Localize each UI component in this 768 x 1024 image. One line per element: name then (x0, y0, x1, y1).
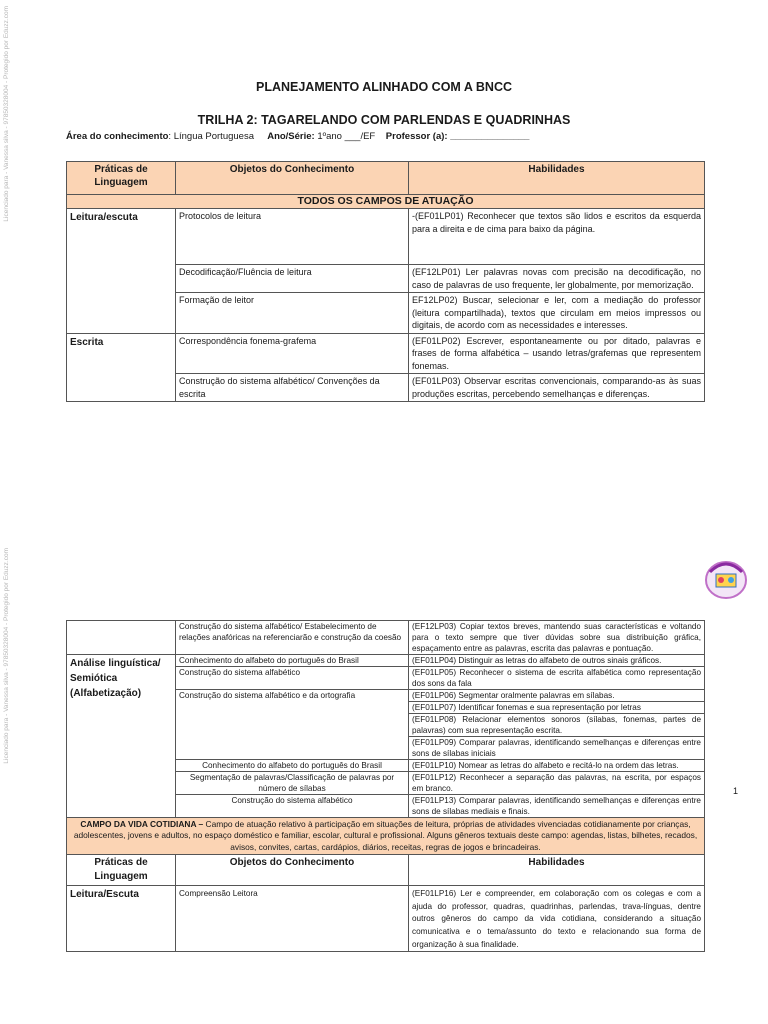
objeto-cell: Construção do sistema alfabético (176, 667, 409, 690)
habilidade-cell: (EF01LP04) Distinguir as letras do alfabeto de outros sinais gráficos. (409, 655, 705, 667)
habilidade-cell: (EF01LP05) Reconhecer o sistema de escrita alfabética como representação dos sons da fala (409, 667, 705, 690)
bncc-table-page2 (66, 620, 705, 952)
pratica-analise-cell: Análise linguística/ Semiótica (Alfabetização) (67, 655, 176, 818)
table-row (67, 655, 705, 667)
objeto-cell: Construção do sistema alfabético/ Estabelecimento de relações anafóricas na referenciarão e construção da coesão (176, 621, 409, 655)
header-objetos: Objetos do Conhecimento (176, 162, 409, 195)
watermark-page1: Licenciado para - Vanessa silva - 97850328004 - Protegido por Eduzz.com (3, 6, 10, 222)
band-todos-campos: TODOS OS CAMPOS DE ATUAÇÃO (67, 195, 705, 209)
table-row (67, 333, 705, 374)
pratica-cell: Leitura/escuta (67, 209, 176, 334)
meta-line (66, 131, 529, 142)
objeto-cell: Construção do sistema alfabético/ Convenções da escrita (176, 374, 409, 402)
document-title: PLANEJAMENTO ALINHADO COM A BNCC (255, 80, 513, 94)
objeto-cell: Compreensão Leitora (176, 886, 409, 952)
objeto-cell: Construção do sistema alfabético (176, 795, 409, 818)
habilidade-cell: (EF01LP13) Comparar palavras, identificando semelhanças e diferenças entre sons de sílabas mediais e finais. (409, 795, 705, 818)
table-header (67, 855, 705, 886)
table-row (67, 886, 705, 952)
habilidade-cell: (EF01LP16) Ler e compreender, em colaboração com os colegas e com a ajuda do professor, quadras, quadrinhas, parlendas, trava-línguas, dentre outros gêneros do campo da vida cotidiana, considerando a situação comunicativa e o tema/assunto do texto e relacionando sua forma de organização à sua finalidade. (409, 886, 705, 952)
habilidade-cell: (EF01LP08) Relacionar elementos sonoros (sílabas, fonemas, partes de palavras) com sua representação escrita. (409, 714, 705, 737)
habilidade-cell: (EF12LP01) Ler palavras novas com precisão na decodificação, no caso de palavras de uso frequente, ler globalmente, por memorização. (409, 265, 705, 293)
header-praticas: Práticas de Linguagem (67, 855, 176, 886)
pratica-cell: Escrita (67, 333, 176, 402)
objeto-cell: Formação de leitor (176, 293, 409, 334)
objeto-cell: Correspondência fonema-grafema (176, 333, 409, 374)
habilidade-cell: (EF01LP07) Identificar fonemas e sua representação por letras (409, 702, 705, 714)
habilidade-cell: EF12LP02) Buscar, selecionar e ler, com a mediação do professor (leitura compartilhada), textos que circulam em meios impressos ou digitais, de acordo com as necessidades e interesses. (409, 293, 705, 334)
table-row (67, 209, 705, 265)
header-habilidades: Habilidades (409, 162, 705, 195)
band-row (67, 195, 705, 209)
ano-value: 1ºano ___/EF (314, 131, 376, 142)
school-logo-icon (704, 558, 748, 600)
header-habilidades: Habilidades (409, 855, 705, 886)
watermark-page2: Licenciado para - Vanessa silva - 97850328004 - Protegido por Eduzz.com (3, 548, 10, 764)
area-label: Área do conhecimento (66, 131, 169, 142)
page-number: 1 (733, 786, 739, 796)
campo-vida-cotidiana (67, 818, 705, 855)
table-row (67, 621, 705, 655)
pratica-cell: Leitura/Escuta (67, 886, 176, 952)
document-subtitle: TRILHA 2: TAGARELANDO COM PARLENDAS E QUADRINHAS (197, 113, 571, 127)
habilidade-cell: (EF01LP09) Comparar palavras, identificando semelhanças e diferenças entre sons de sílabas iniciais (409, 737, 705, 760)
habilidade-cell: (EF01LP12) Reconhecer a separação das palavras, na escrita, por espaços em branco. (409, 772, 705, 795)
pratica-cell-empty (67, 621, 176, 655)
campo-vida-cotidiana-row (67, 818, 705, 855)
bncc-table-page1 (66, 161, 705, 402)
professor-label: Professor (a): _______________ (385, 131, 530, 142)
objeto-cell: Protocolos de leitura (176, 209, 409, 265)
habilidade-cell: (EF01LP06) Segmentar oralmente palavras em sílabas. (409, 690, 705, 702)
objeto-cell: Conhecimento do alfabeto do português do Brasil (176, 760, 409, 772)
habilidade-cell: (EF01LP03) Observar escritas convencionais, comparando-as às suas produções escritas, percebendo semelhanças e diferenças. (409, 374, 705, 402)
objeto-cell: Conhecimento do alfabeto do português do Brasil (176, 655, 409, 667)
area-value: : Língua Portuguesa (168, 131, 254, 142)
habilidade-cell: (EF01LP10) Nomear as letras do alfabeto e recitá-lo na ordem das letras. (409, 760, 705, 772)
header-objetos: Objetos do Conhecimento (176, 855, 409, 886)
ano-label: Ano/Série: (267, 131, 315, 142)
habilidade-cell: (EF01LP02) Escrever, espontaneamente ou por ditado, palavras e frases de forma alfabética – usando letras/grafemas que representem fonemas. (409, 333, 705, 374)
campo-description: Campo de atuação relativo à participação em situações de leitura, próprias de atividades vivenciadas cotidianamente por crianças, adolescentes, jovens e adultos, no espaço doméstico e familiar, escolar, cultural e profissional. Alguns gêneros textuais deste campo: agendas, listas, bilhetes, recados, avisos, convites, cartas, cardápios, diários, receitas, regras de jogos e brincadeiras. (73, 819, 698, 852)
objeto-cell: Segmentação de palavras/Classificação de palavras por número de sílabas (176, 772, 409, 795)
header-praticas: Práticas de Linguagem (67, 162, 176, 195)
habilidade-cell: (EF12LP03) Copiar textos breves, mantendo suas características e voltando para o texto sempre que tiver dúvidas sobre sua distribuição gráfica, espaçamento entre as palavras, escrita das palavras e pontuação. (409, 621, 705, 655)
objeto-cell: Construção do sistema alfabético e da ortografia (176, 690, 409, 760)
campo-title: CAMPO DA VIDA COTIDIANA – (80, 819, 204, 829)
habilidade-cell: -(EF01LP01) Reconhecer que textos são lidos e escritos da esquerda para a direita e de cima para baixo da página. (409, 209, 705, 265)
table-header (67, 162, 705, 195)
objeto-cell: Decodificação/Fluência de leitura (176, 265, 409, 293)
